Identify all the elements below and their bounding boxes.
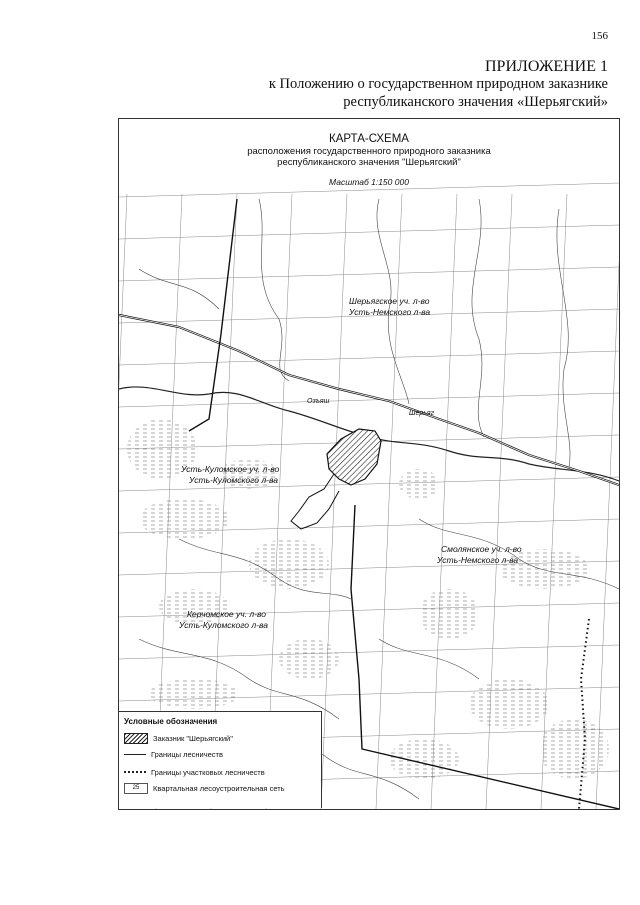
dotted-line-symbol	[124, 771, 146, 773]
stream	[557, 209, 570, 467]
label-sheryag-2: Усть-Немского л-ва	[349, 307, 431, 317]
swamp-patch	[279, 639, 339, 679]
label-kerchom-2: Усть-Куломского л-ва	[179, 620, 268, 630]
stream	[139, 269, 219, 309]
legend-text: Границы участковых лесничеств	[151, 767, 265, 777]
swamp-patch	[419, 589, 479, 639]
grid-line	[119, 645, 619, 659]
label-town-1: Озъяш	[307, 398, 330, 405]
swamp-patch	[389, 739, 459, 779]
grid-line	[431, 194, 457, 809]
legend-text: Квартальная лесоустроительная сеть	[153, 783, 285, 793]
grid-line	[119, 267, 619, 281]
legend-title: Условные обозначения	[124, 717, 218, 726]
map-frame	[118, 118, 620, 810]
line-symbol	[124, 754, 146, 755]
swamp-patch	[149, 679, 239, 709]
grid-line	[376, 194, 402, 809]
label-ustkulom-2: Усть-Куломского л-ва	[189, 475, 278, 485]
appendix-title: ПРИЛОЖЕНИЕ 1	[484, 58, 608, 75]
label-sheryag-1: Шерьягское уч. л-во	[349, 296, 430, 306]
grid-line	[321, 194, 347, 809]
legend-text: Заказник "Шерьягский"	[153, 733, 233, 743]
grid-line	[119, 351, 619, 365]
legend-item-grid	[124, 782, 285, 794]
label-ustkulom-1: Усть-Куломское уч. л-во	[181, 464, 280, 474]
legend	[119, 711, 322, 808]
label-smolyan-2: Усть-Немского л-ва	[437, 555, 519, 565]
grid-line	[119, 225, 619, 239]
page-number: 156	[591, 30, 608, 42]
label-smolyan-1: Смолянское уч. л-во	[441, 544, 522, 554]
map-title: КАРТА-СХЕМА	[329, 133, 409, 145]
swamp-patch	[469, 679, 549, 729]
label-town-2: Шерьяг	[409, 410, 435, 417]
swamp-patch	[399, 469, 439, 499]
forestry-boundary-west	[189, 199, 237, 431]
stream	[472, 199, 484, 437]
legend-item-forestry-boundary	[124, 748, 223, 760]
swamp-patch	[539, 719, 609, 779]
legend-item-district-boundary	[124, 766, 265, 778]
map-subtitle-1: расположения государственного природного заказника	[247, 146, 491, 157]
reserve-outline-south	[291, 474, 339, 529]
legend-text: Границы лесничеств	[151, 749, 223, 759]
label-kerchom-1: Керчомское уч. л-во	[187, 609, 266, 619]
grid-line	[541, 194, 567, 809]
swamp-patch	[249, 539, 329, 589]
map-subtitle-2: республиканского значения "Шерьягский"	[277, 157, 461, 168]
map-scale: Масштаб 1:150 000	[329, 177, 409, 187]
appendix-subtitle-line1: к Положению о государственном природном заказнике	[268, 76, 608, 92]
swamp-patch	[139, 499, 229, 539]
stream	[379, 639, 479, 679]
district-boundary-dotted	[579, 619, 589, 809]
grid-cell-symbol: 25	[124, 783, 148, 794]
appendix-subtitle-line2: республиканского значения «Шерьягский»	[343, 94, 608, 110]
legend-item-reserve	[124, 732, 233, 744]
hatch-symbol	[124, 733, 148, 744]
stream	[259, 199, 289, 381]
grid-line	[596, 194, 619, 809]
